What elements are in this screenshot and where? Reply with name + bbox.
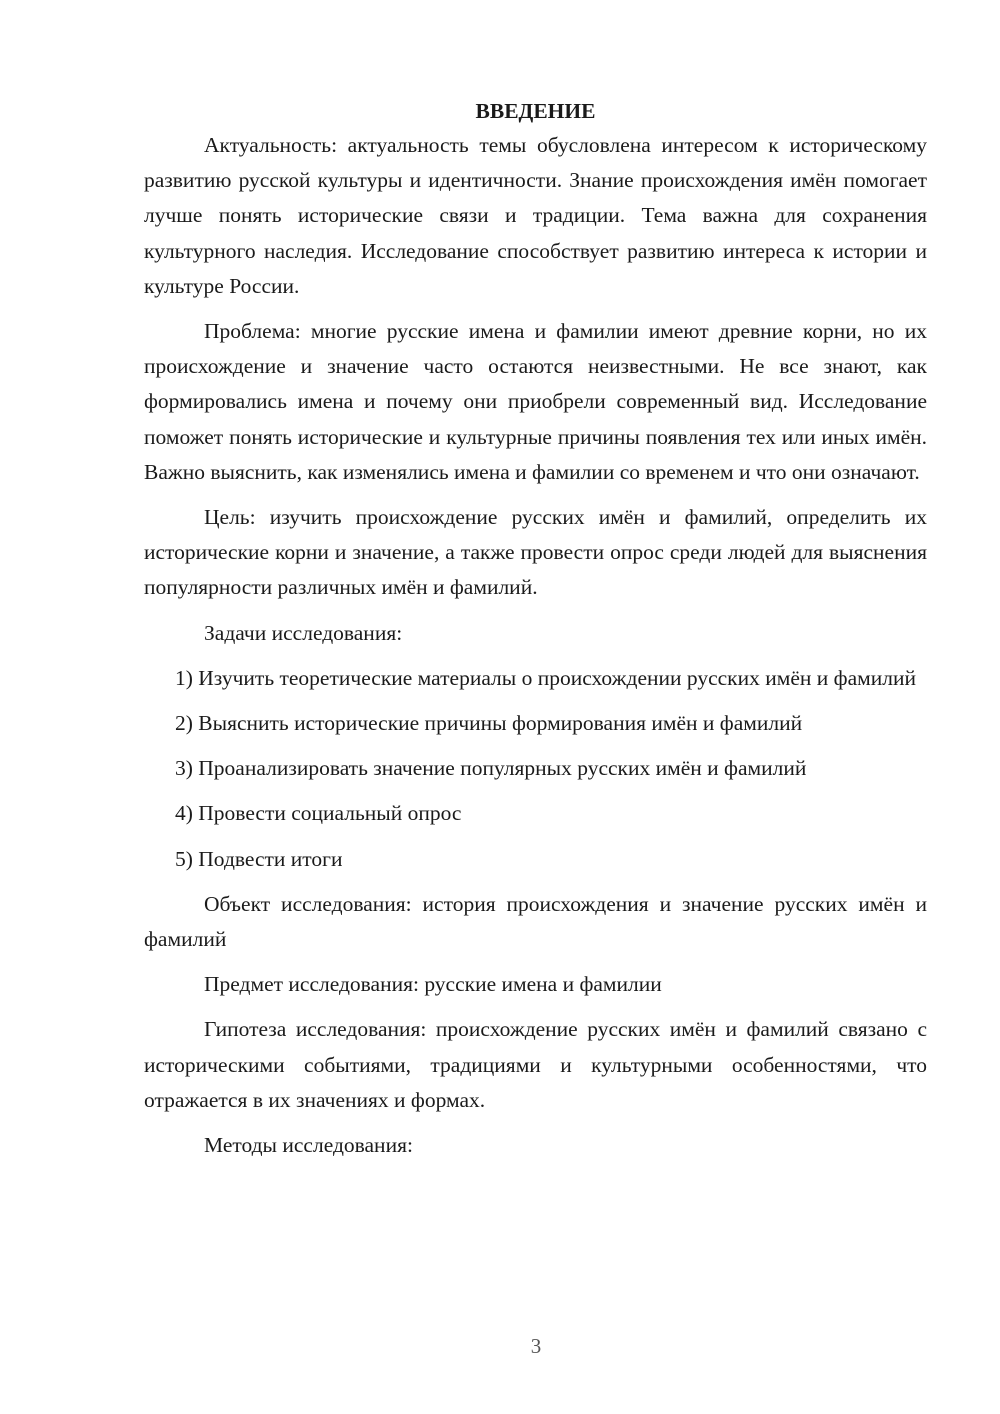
paragraph-goal: Цель: изучить происхождение русских имён и фамилий, определить их исторические корни и значение, а также провести опрос среди людей для выяснения популярности различных имён и фамилий. (144, 505, 927, 600)
page-content (144, 96, 927, 1173)
task-item-4: 4) Провести социальный опрос (175, 801, 462, 826)
tasks-heading: Задачи исследования: (204, 620, 403, 645)
paragraph-subject: Предмет исследования: русские имена и фамилии (204, 972, 662, 997)
task-item-5: 5) Подвести итоги (175, 846, 343, 871)
paragraph-hypothesis: Гипотеза исследования: происхождение русских имён и фамилий связано с историческими событиями, традициями и культурными особенностями, что отражается в их значениях и формах. (144, 1017, 927, 1112)
task-item-1: 1) Изучить теоретические материалы о происхождении русских имён и фамилий (175, 665, 916, 690)
task-item-3: 3) Проанализировать значение популярных русских имён и фамилий (175, 756, 807, 781)
task-item-2: 2) Выяснить исторические причины формирования имён и фамилий (175, 711, 803, 736)
methods-heading: Методы исследования: (204, 1133, 413, 1158)
page-number: 3 (530, 1334, 542, 1358)
paragraph-object: Объект исследования: история происхождения и значение русских имён и фамилий (144, 891, 927, 952)
paragraph-relevance: Актуальность: актуальность темы обусловлена интересом к историческому развитию русской культуры и идентичности. Знание происхождения имён помогает лучше понять исторические связи и традиции. Тема важна для сохранения культурного наследия. Исследование способствует развитию интереса к истории и культуре России. (144, 133, 927, 298)
section-title: ВВЕДЕНИЕ (475, 99, 596, 123)
paragraph-problem: Проблема: многие русские имена и фамилии имеют древние корни, но их происхождение и значение часто остаются неизвестными. Не все знают, как формировались имена и почему они приобрели современный вид. Исследование поможет понять исторические и культурные причины появления тех или иных имён. Важно выяснить, как изменялись имена и фамилии со временем и что они означают. (144, 319, 927, 484)
